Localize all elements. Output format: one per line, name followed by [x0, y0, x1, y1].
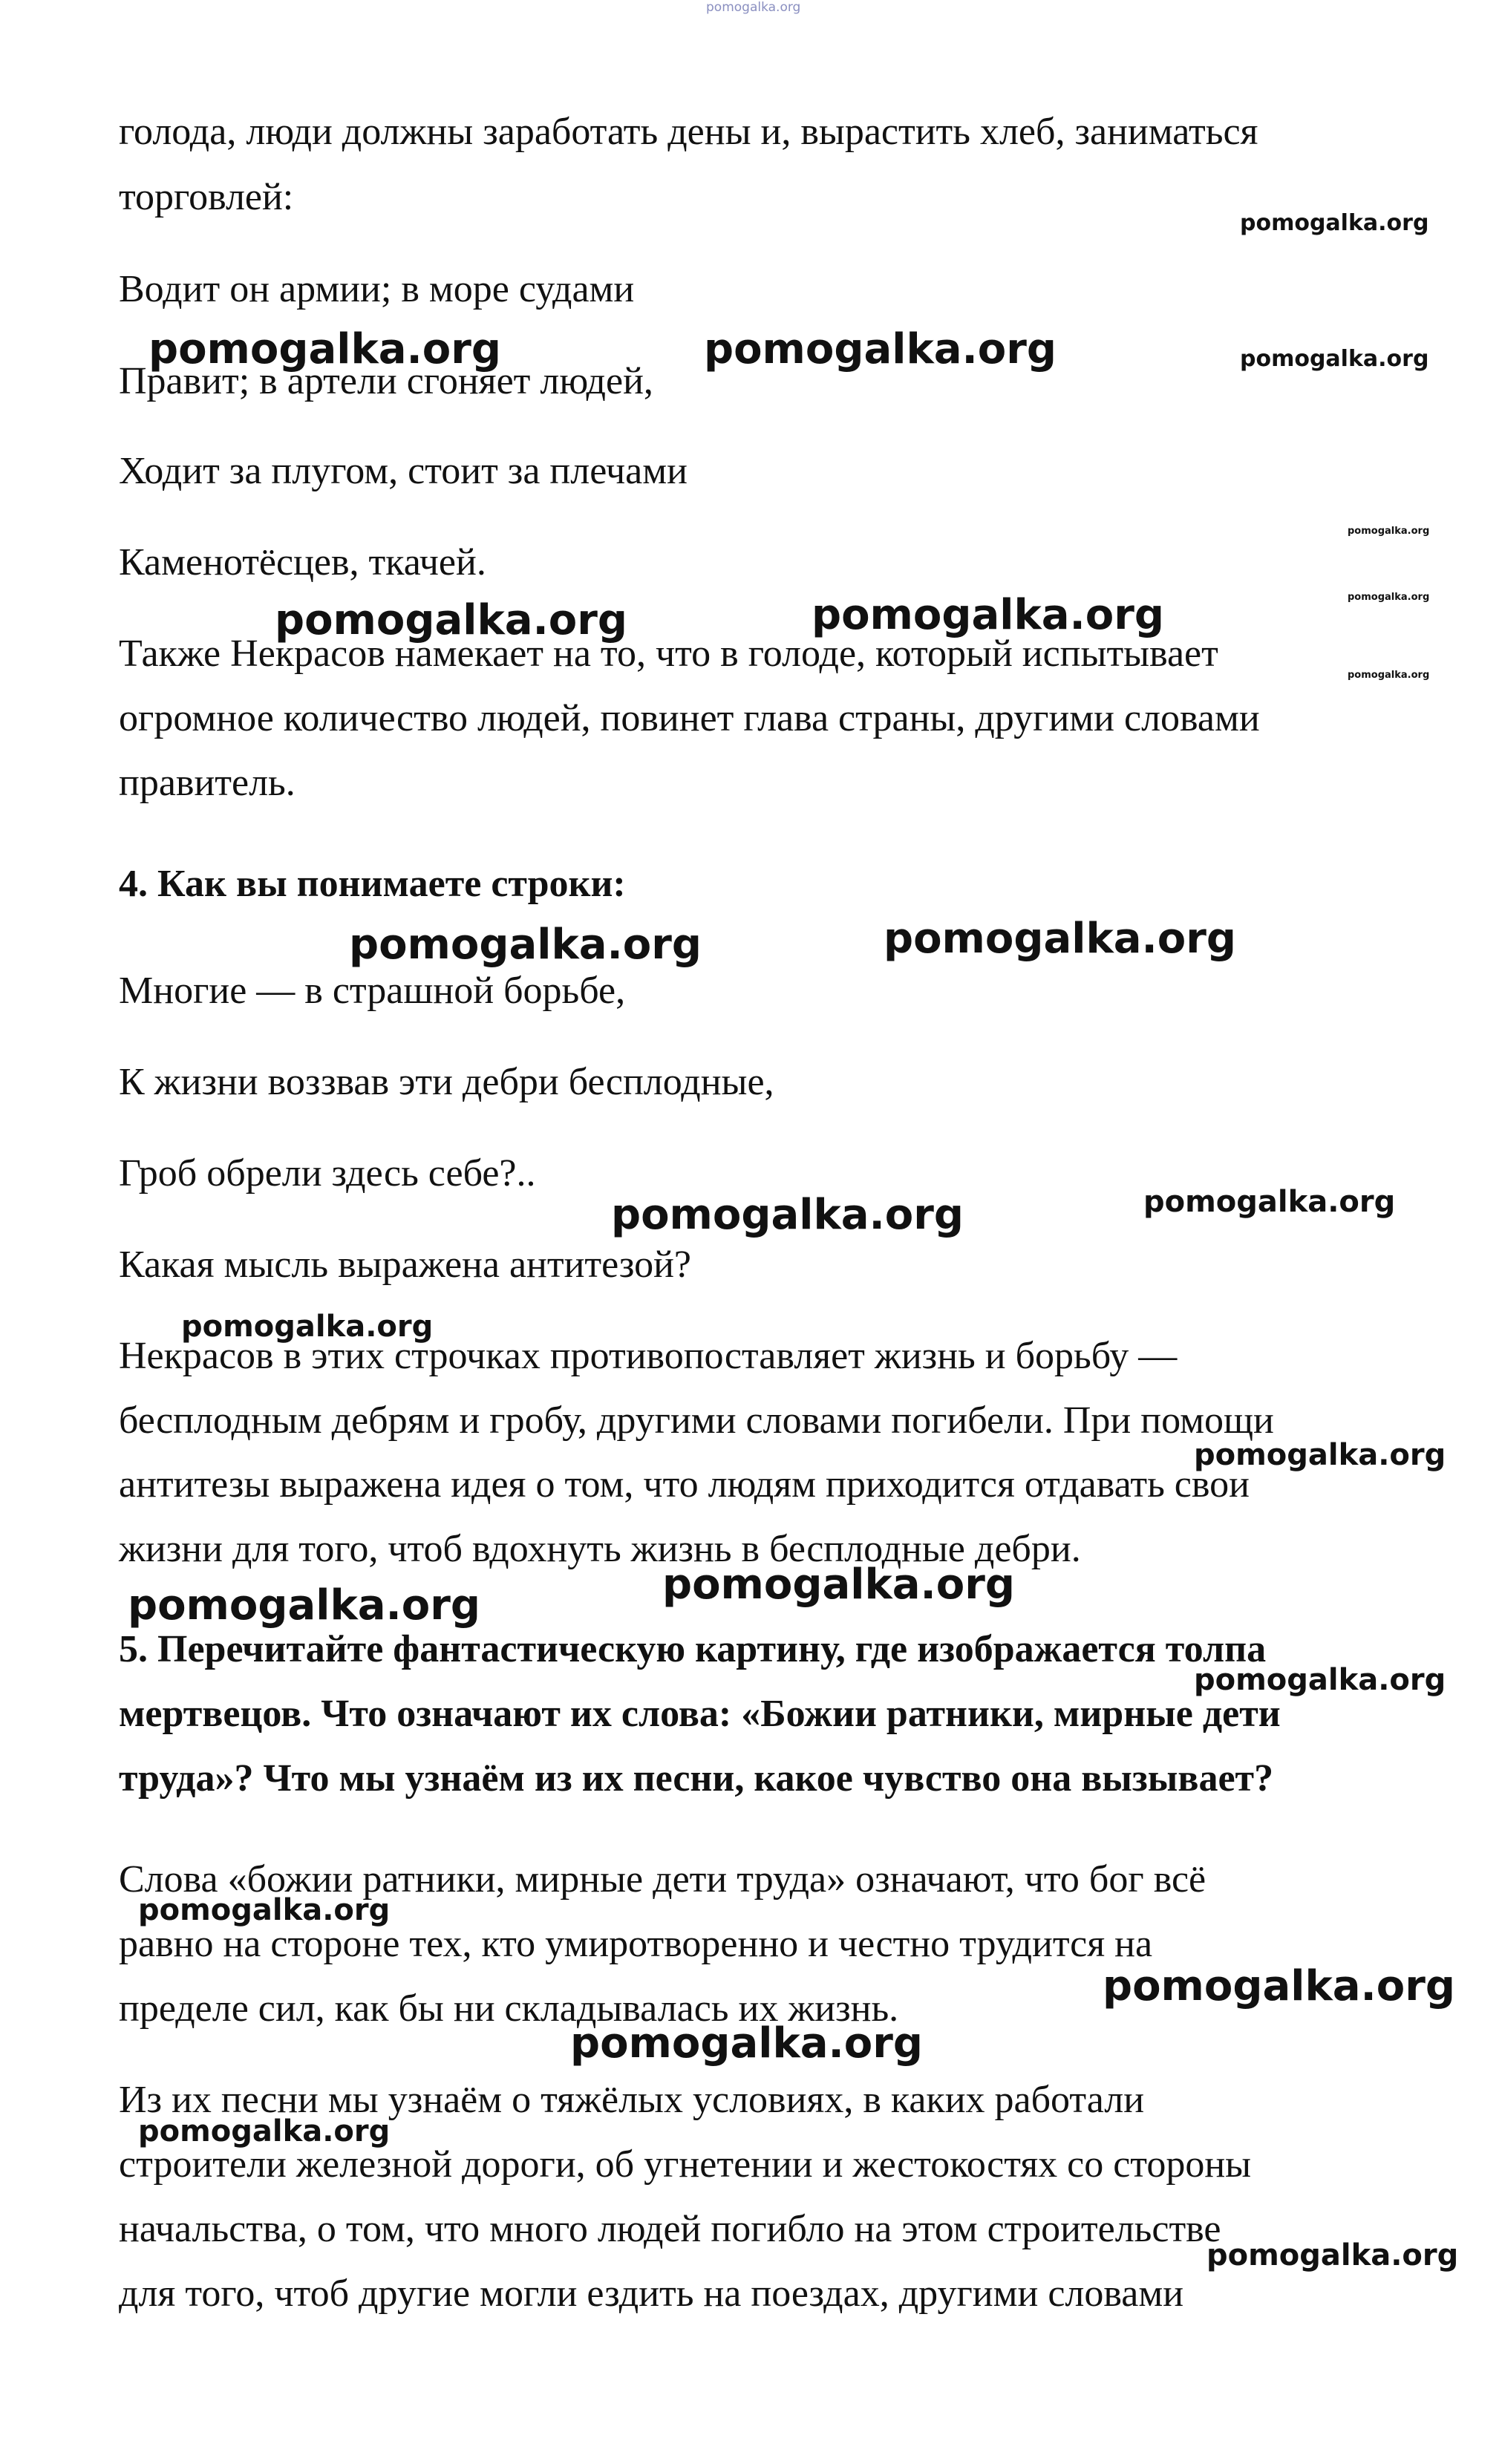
- watermark: pomogalka.org: [706, 0, 801, 15]
- watermark: pomogalka.org: [611, 1191, 964, 1239]
- watermark: pomogalka.org: [1348, 670, 1430, 681]
- text-line: правитель.: [119, 762, 295, 804]
- watermark: pomogalka.org: [884, 915, 1236, 963]
- text-line: для того, чтоб другие могли ездить на поездах, другими словами: [119, 2272, 1184, 2315]
- question-text: Какая мысль выражена антитезой?: [119, 1244, 691, 1286]
- text-line: Из их песни мы узнаём о тяжёлых условиях, в каких работали: [119, 2079, 1145, 2121]
- text-line: торговлей:: [119, 176, 294, 218]
- watermark: pomogalka.org: [1240, 346, 1429, 372]
- watermark: pomogalka.org: [128, 1581, 480, 1630]
- watermark: pomogalka.org: [1240, 210, 1429, 236]
- watermark: pomogalka.org: [148, 325, 501, 373]
- watermark: pomogalka.org: [138, 2114, 391, 2148]
- poem-line: К жизни воззвав эти дебри бесплодные,: [119, 1061, 774, 1103]
- watermark: pomogalka.org: [181, 1310, 434, 1344]
- text-line: огромное количество людей, повинет глава страны, другими словами: [119, 697, 1260, 739]
- watermark: pomogalka.org: [1194, 1438, 1446, 1472]
- text-line: начальства, о том, что много людей погибло на этом строительстве: [119, 2208, 1221, 2250]
- poem-line: Каменотёсцев, ткачей.: [119, 541, 486, 584]
- text-line: жизни для того, чтоб вдохнуть жизнь в бесплодные дебри.: [119, 1528, 1081, 1570]
- text-line: строители железной дороги, об угнетении и жестокостях со стороны: [119, 2143, 1252, 2186]
- text-line: равно на стороне тех, кто умиротворенно и честно трудится на: [119, 1923, 1153, 1965]
- text-line: антитезы выражена идея о том, что людям приходится отдавать свои: [119, 1463, 1250, 1506]
- poem-line: Ходит за плугом, стоит за плечами: [119, 450, 688, 492]
- text-line: пределе сил, как бы ни складывалась их жизнь.: [119, 1987, 899, 2030]
- watermark: pomogalka.org: [138, 1893, 391, 1927]
- text-line: Слова «божии ратники, мирные дети труда» означают, что бог всё: [119, 1858, 1207, 1901]
- watermark: pomogalka.org: [570, 2019, 923, 2068]
- text-line: Также Некрасов намекает на то, что в голоде, который испытывает: [119, 633, 1218, 675]
- watermark: pomogalka.org: [704, 325, 1057, 373]
- watermark: pomogalka.org: [1348, 592, 1430, 603]
- watermark: pomogalka.org: [1103, 1962, 1455, 2010]
- text-line: бесплодным дебрям и гробу, другими словами погибели. При помощи: [119, 1399, 1274, 1442]
- watermark: pomogalka.org: [1194, 1663, 1446, 1697]
- watermark: pomogalka.org: [1143, 1185, 1396, 1219]
- question-heading: труда»? Что мы узнаём из их песни, какое чувство она вызывает?: [119, 1757, 1274, 1800]
- text-line: Некрасов в этих строчках противопоставляет жизнь и борьбу —: [119, 1335, 1178, 1377]
- question-heading: 4. Как вы понимаете строки:: [119, 863, 626, 905]
- watermark: pomogalka.org: [275, 596, 627, 644]
- watermark: pomogalka.org: [1348, 526, 1430, 537]
- text-line: голода, люди должны заработать дены и, вырастить хлеб, заниматься: [119, 111, 1258, 153]
- question-heading: 5. Перечитайте фантастическую картину, где изображается толпа: [119, 1628, 1267, 1670]
- watermark: pomogalka.org: [349, 921, 702, 969]
- question-heading: мертвецов. Что означают их слова: «Божии ратники, мирные дети: [119, 1693, 1281, 1735]
- poem-line: Гроб обрели здесь себе?..: [119, 1152, 536, 1195]
- poem-line: Правит; в артели сгоняет людей,: [119, 360, 653, 402]
- watermark: pomogalka.org: [812, 591, 1164, 639]
- poem-line: Многие — в страшной борьбе,: [119, 970, 626, 1012]
- poem-line: Водит он армии; в море судами: [119, 268, 635, 310]
- watermark: pomogalka.org: [1207, 2238, 1459, 2272]
- watermark: pomogalka.org: [662, 1561, 1015, 1609]
